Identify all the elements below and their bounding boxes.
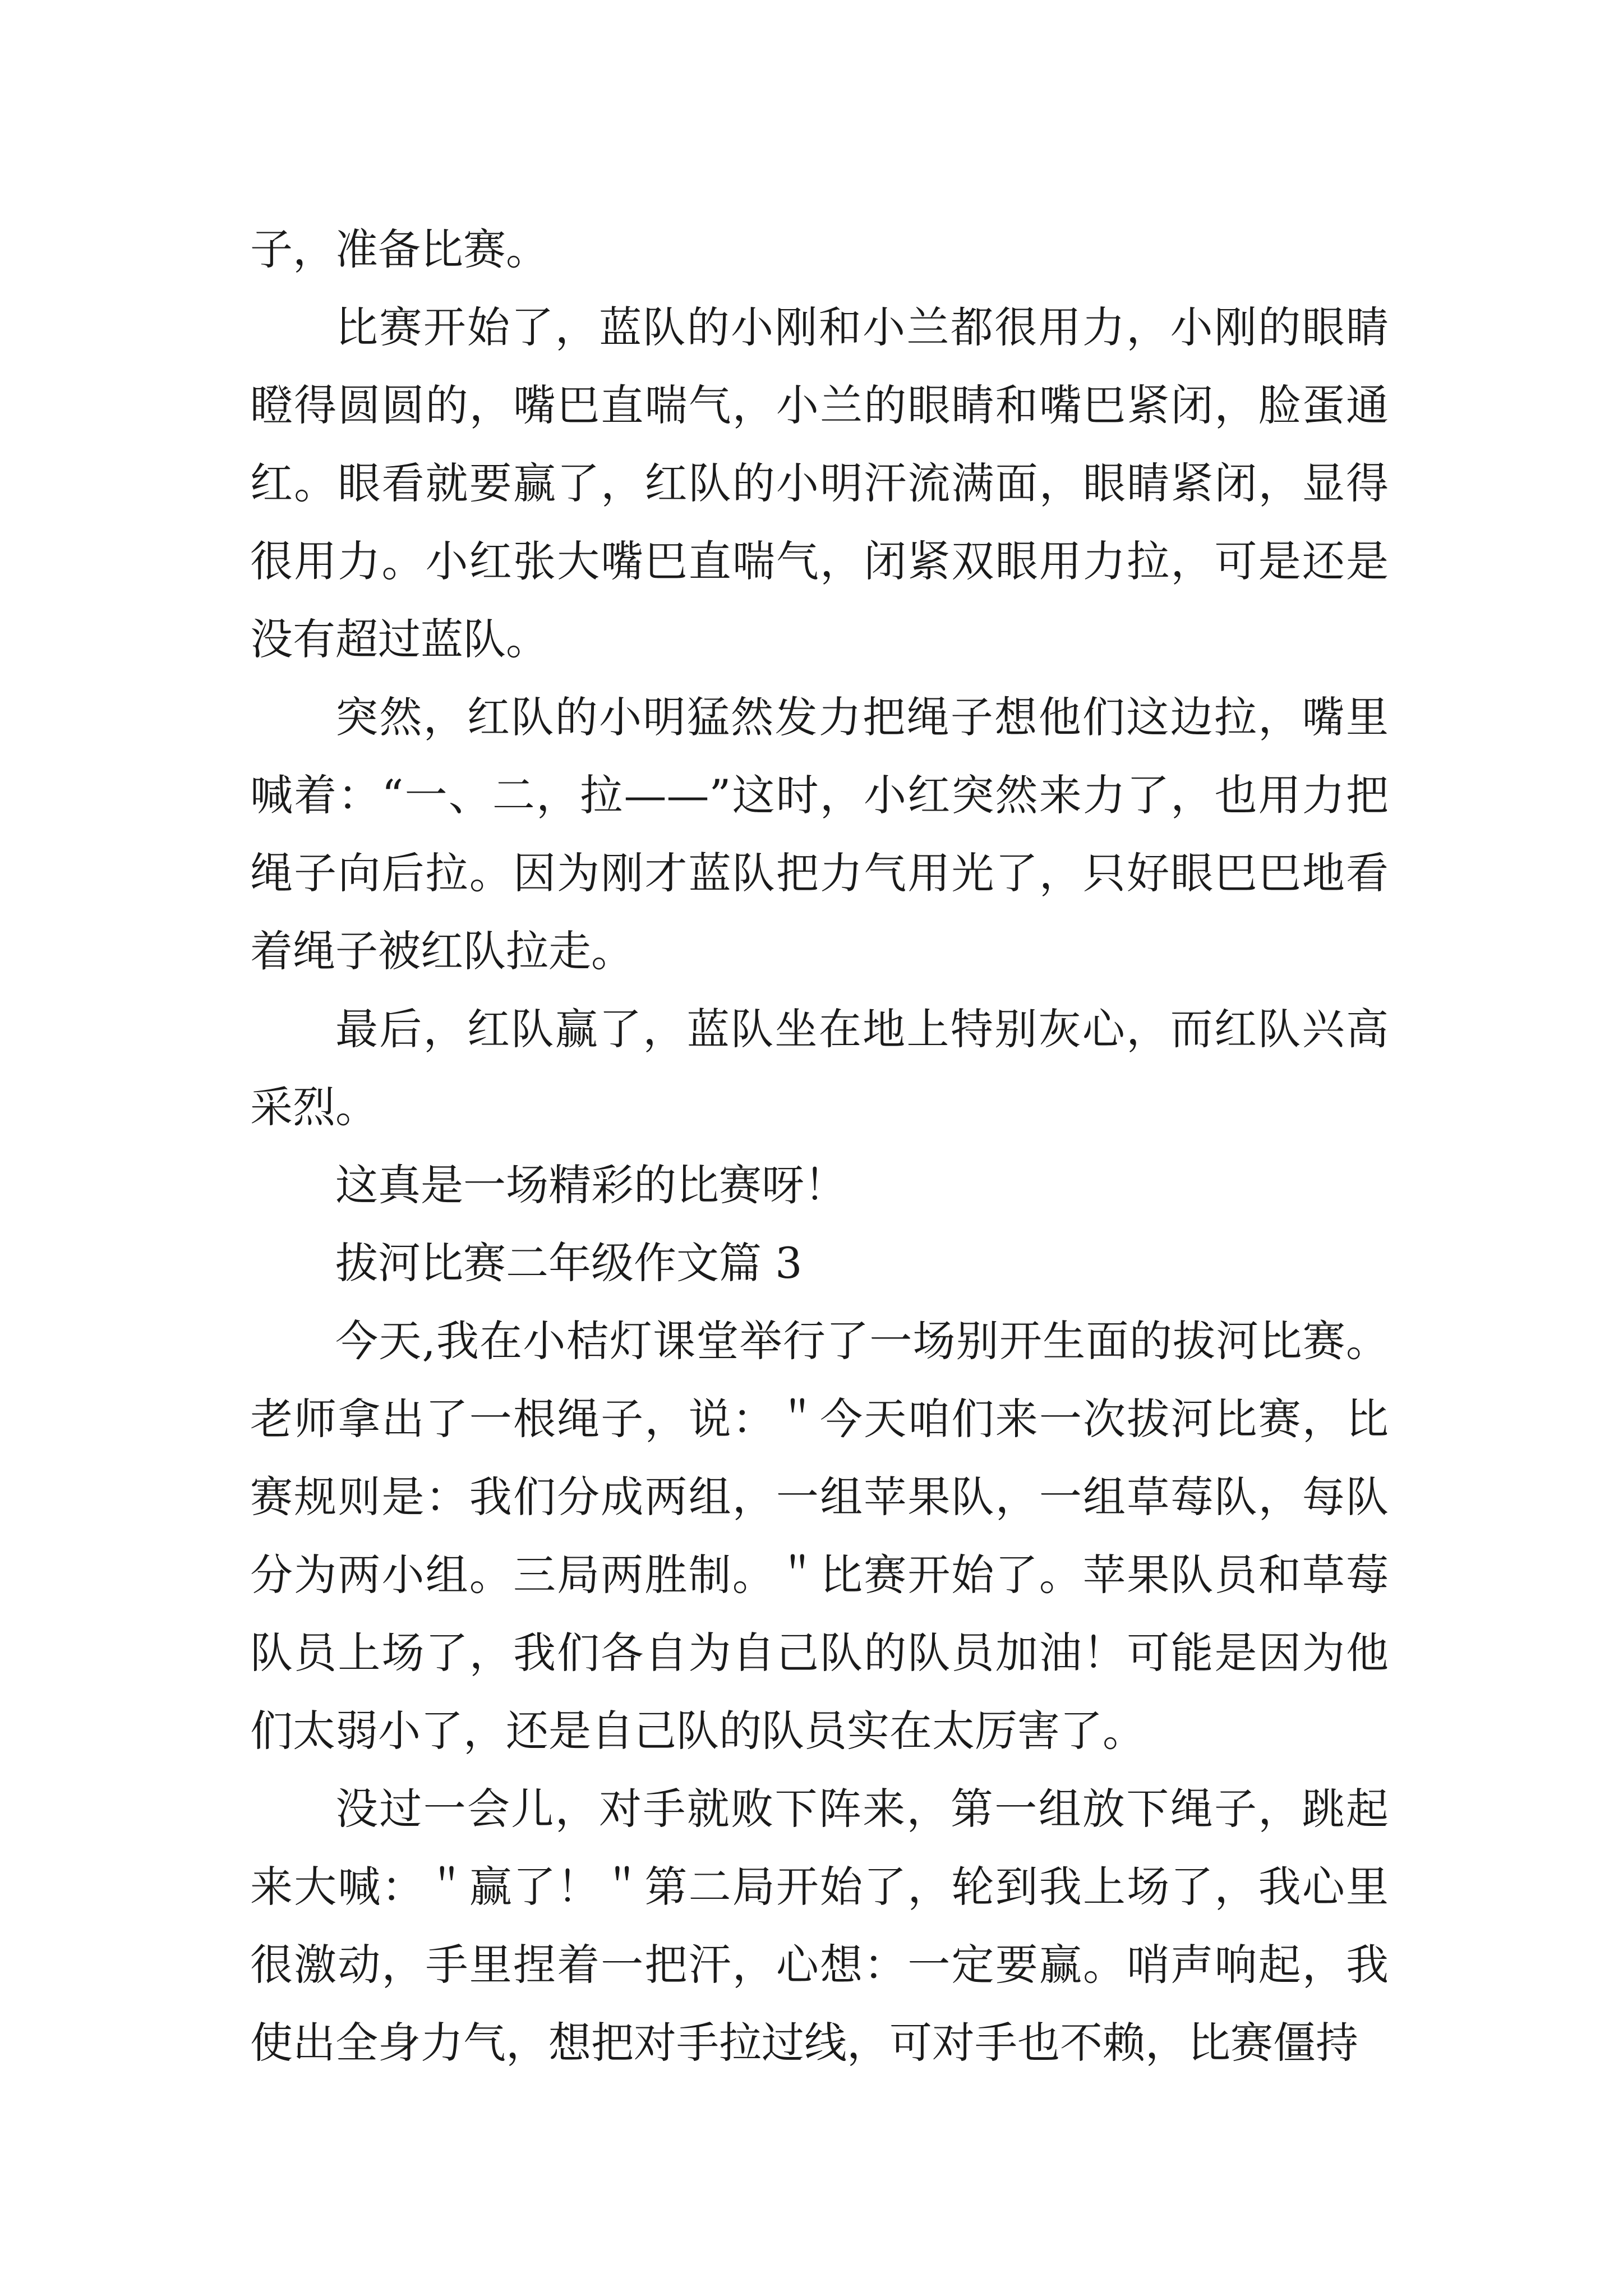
section-heading: 拔河比赛二年级作文篇 3 [335, 1238, 803, 1288]
essay-body [250, 210, 1389, 2082]
paragraph-6: 今天,我在小桔灯课堂举行了一场别开生面的拔河比赛。老师拿出了一根绳子，说：＂今天咱们来一次拔河比赛，比赛规则是：我们分成两组，一组苹果队，一组草莓队，每队分为两小组。三局两胜制。＂比赛开始了。苹果队员和草莓队员上场了，我们各自为自己队的队员加油！可能是因为他们太弱小了，还是自己队的队员实在太厉害了。 [250, 1316, 1389, 1756]
paragraph-7: 没过一会儿，对手就败下阵来，第一组放下绳子，跳起来大喊：＂赢了！＂第二局开始了，轮到我上场了，我心里很激动，手里捏着一把汗，心想：一定要赢。哨声响起，我使出全身力气，想把对手拉过线，可对手也不赖，比赛僵持 [250, 1784, 1389, 2068]
paragraph-4: 最后，红队赢了，蓝队坐在地上特别灰心，而红队兴高采烈。 [250, 1004, 1389, 1132]
paragraph-1: 子，准备比赛。 [250, 224, 548, 274]
paragraph-2: 比赛开始了，蓝队的小刚和小兰都很用力，小刚的眼睛瞪得圆圆的，嘴巴直喘气，小兰的眼睛和嘴巴紧闭，脸蛋通红。眼看就要赢了，红队的小明汗流满面，眼睛紧闭，显得很用力。小红张大嘴巴直喘气，闭紧双眼用力拉，可是还是没有超过蓝队。 [250, 302, 1389, 664]
paragraph-3: 突然，红队的小明猛然发力把绳子想他们这边拉，嘴里喊着：“一、二，拉——”这时，小红突然来力了，也用力把绳子向后拉。因为刚才蓝队把力气用光了，只好眼巴巴地看着绳子被红队拉走。 [250, 692, 1389, 976]
paragraph-5: 这真是一场精彩的比赛呀！ [335, 1160, 847, 1210]
